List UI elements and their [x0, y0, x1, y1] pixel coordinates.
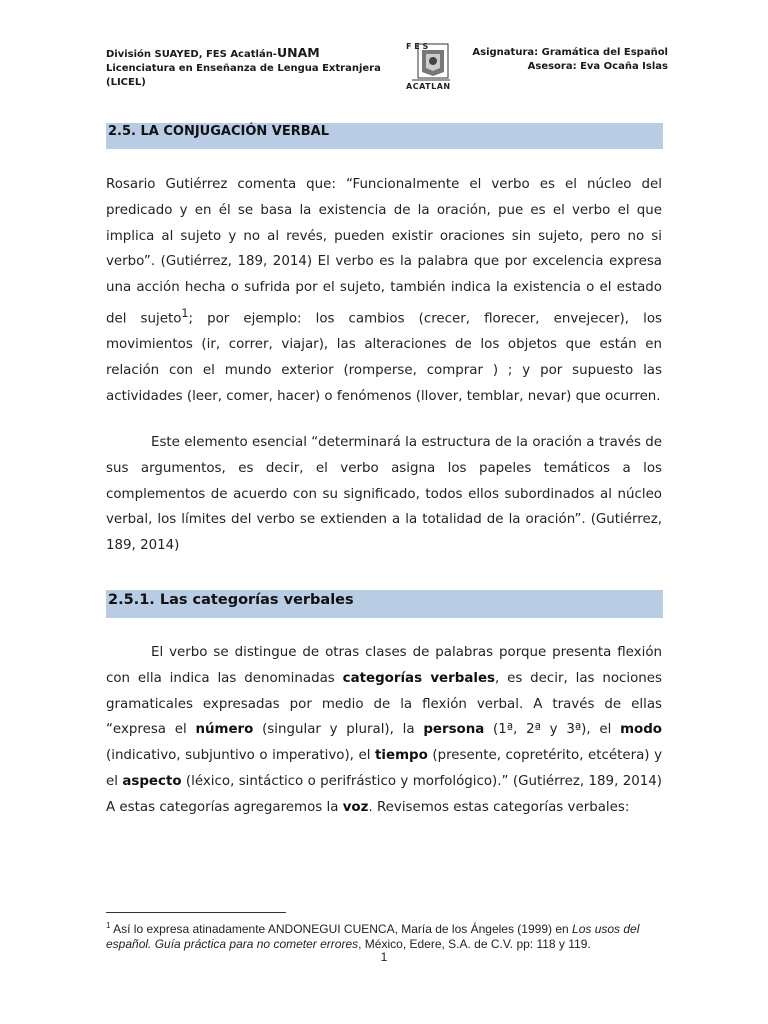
footnote-reference[interactable]: 1 [181, 306, 189, 320]
header-program: Licenciatura en Enseñanza de Lengua Extranjera [106, 63, 381, 74]
paragraph-verbal-categories: El verbo se distingue de otras clases de palabras porque presenta flexión con ella indica las denominadas categorías verbales, es decir, las nociones gramaticales expresadas por medio de la flexión verbal. A través de ellas “expresa el número (singular y plural), la persona (1ª, 2ª y 3ª), el modo (indicativo, subjuntivo o imperativo), el tiempo (presente, copretérito, etcétera) y el aspecto (léxico, sintáctico o perifrástico y morfológico).” (Gutiérrez, 189, 2014) A estas categorías agregaremos la voz. Revisemos estas categorías verbales: [106, 645, 663, 815]
header-right [472, 46, 668, 74]
section-heading-conjugation: 2.5. LA CONJUGACIÓN VERBAL [106, 123, 663, 149]
logo-acatlan-text: ACATLAN [406, 82, 451, 91]
footnote: $^1$ Así lo expresa atinadamente ANDONEGUI CUENCA, María de los Ángeles (1999) en Los usos del español. Guía práctica para no cometer errores, México, Edere, S.A. de C.V. pp: 118 y 119. [106, 921, 640, 951]
header-unam: UNAM [276, 45, 320, 60]
paragraph-verb-definition: Rosario Gutiérrez comenta que: “Funcionalmente el verbo es el núcleo del predicado y en él se basa la existencia de la oración, pue es el verbo el que implica al sujeto y no al revés, pueden existir oraciones sin sujeto, pero no si verbo”. (Gutiérrez, 189, 2014) El verbo es la palabra que por excelencia expresa una acción hecha o sufrida por el sujeto, también indica la existencia o el estado del sujeto$^1$; por ejemplo: los cambios (crecer, florecer, envejecer), los movimientos (ir, correr, viajar), las alteraciones de los objetos que están en relación con el mundo exterior (romperse, comprar ) ; y por supuesto las actividades (leer, comer, hacer) o fenómenos (llover, temblar, nevar) que ocurren. [106, 177, 662, 404]
fes-acatlan-logo [404, 42, 456, 94]
header-subject: Asignatura: Gramática del Español [472, 47, 668, 58]
logo-fes-letters: F E S [406, 42, 429, 51]
footnote-divider [106, 912, 286, 913]
header-program-abbrev: (LICEL) [106, 77, 146, 88]
page-number: 1 [380, 950, 388, 964]
section-heading-verbal-categories: 2.5.1. Las categorías verbales [106, 590, 663, 618]
paragraph-essential-element: Este elemento esencial “determinará la estructura de la oración a través de sus argumentos, es decir, el verbo asigna los papeles temáticos a los complementos de acuerdo con su significado, todos ellos subordinados al núcleo verbal, los límites del verbo se extienden a la totalidad de la oración”. (Gutiérrez, 189, 2014) [106, 435, 662, 554]
header-left [106, 46, 406, 90]
header-advisor: Asesora: Eva Ocaña Islas [527, 61, 668, 72]
header-division: División SUAYED, FES Acatlán- [106, 49, 277, 60]
